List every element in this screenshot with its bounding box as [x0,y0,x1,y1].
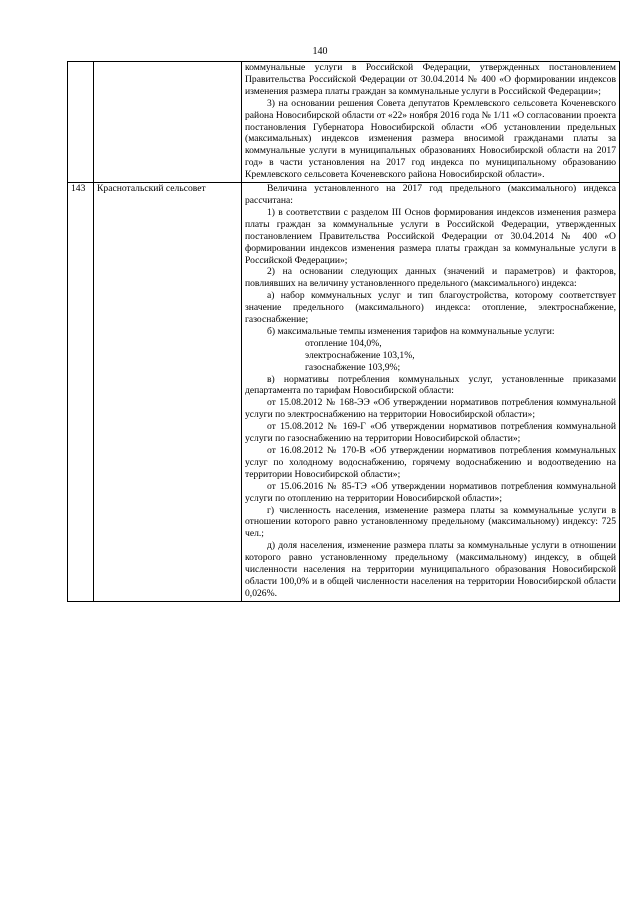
row-number-cell [68,62,94,183]
paragraph: от 15.08.2012 № 168-ЭЭ «Об утверждении нормативов потребления коммунальной услуги по электроснабжению на территории Новосибирской области»; [245,397,616,421]
municipal-index-table [67,61,620,602]
paragraph: 2) на основании следующих данных (значений и параметров) и факторов, повлиявших на величину установленного предельного (максимального) индекса: [245,266,616,290]
row-number-cell: 143 [68,183,94,602]
paragraph: Величина установленного на 2017 год предельного (максимального) индекса рассчитана: [245,183,616,206]
index-description-cell [242,62,620,183]
tariff-line: газоснабжение 103,9%; [305,361,401,373]
paragraph: д) доля населения, изменение размера платы за коммунальные услуги в отношении которого равно установленному предельному (максимальному) индексу, в общей численности населения на территории муниципального образования Новосибирской области 100,0% и в общей численности населения на территории Новосибирской области 0,026%. [245,540,616,599]
paragraph: б) максимальные темпы изменения тарифов на коммунальные услуги: [267,325,555,337]
paragraph: от 16.08.2012 № 170-В «Об утверждении нормативов потребления коммунальных услуг по холодному водоснабжению, горячему водоснабжению и водоотведению на территории Новосибирской области»; [245,445,616,480]
tariff-line: отопление 104,0%, [305,337,382,349]
paragraph: 3) на основании решения Совета депутатов Кремлевского сельсовета Коченевского района Новосибирской области от «22» ноября 2016 года № 1/11 «О согласовании проекта постановления Губернатора Новосибирской области «Об установлении предельных (максимальных) индексов изменения размера вносимой гражданами платы за коммунальные услуги в муниципальных образованиях Новосибирской области на 2017 год» в части установления на 2017 год индекса по муниципальному образованию Кремлевского сельсовета Коченевского района Новосибирской области». [245,97,616,181]
table-row [68,62,620,183]
municipality-name-cell [94,62,242,183]
paragraph: от 15.06.2016 № 85-ТЭ «Об утверждении нормативов потребления коммунальной услуги по отоплению на территории Новосибирской области»; [245,480,616,504]
tariff-line: электроснабжение 103,1%, [305,349,415,361]
municipality-name-cell: Краснотальский сельсовет [94,183,242,602]
paragraph: 1) в соответствии с разделом III Основ формирования индексов изменения размера платы граждан за коммунальные услуги в Российской Федерации, утвержденных постановлением Правительства Российской Федерации от 30.04.2014 № 400 «О формировании индексов изменения размера платы граждан за коммунальные услуги в Российской Федерации»; [245,206,616,266]
paragraph: коммунальные услуги в Российской Федерации, утвержденных постановлением Правительства Российской Федерации от 30.04.2014 № 400 «О формировании индексов изменения размера платы граждан за коммунальные услуги в Российской Федерации»; [245,62,616,97]
paragraph: в) нормативы потребления коммунальных услуг, установленные приказами департамента по тарифам Новосибирской области: [245,373,616,397]
paragraph: от 15.08.2012 № 169-Г «Об утверждении нормативов потребления коммунальной услуги по газоснабжению на территории Новосибирской области»; [245,421,616,445]
table-row [68,183,620,602]
paragraph: г) численность населения, изменение размера платы за коммунальные услуги в отношении которого равно установленному предельному (максимальному) индексу: 725 чел.; [245,504,616,540]
page-number: 140 [312,46,328,57]
paragraph: а) набор коммунальных услуг и тип благоустройства, которому соответствует значение предельного (максимального) индекса: отопление, электроснабжение, газоснабжение; [245,290,616,326]
index-description-cell [242,183,620,602]
